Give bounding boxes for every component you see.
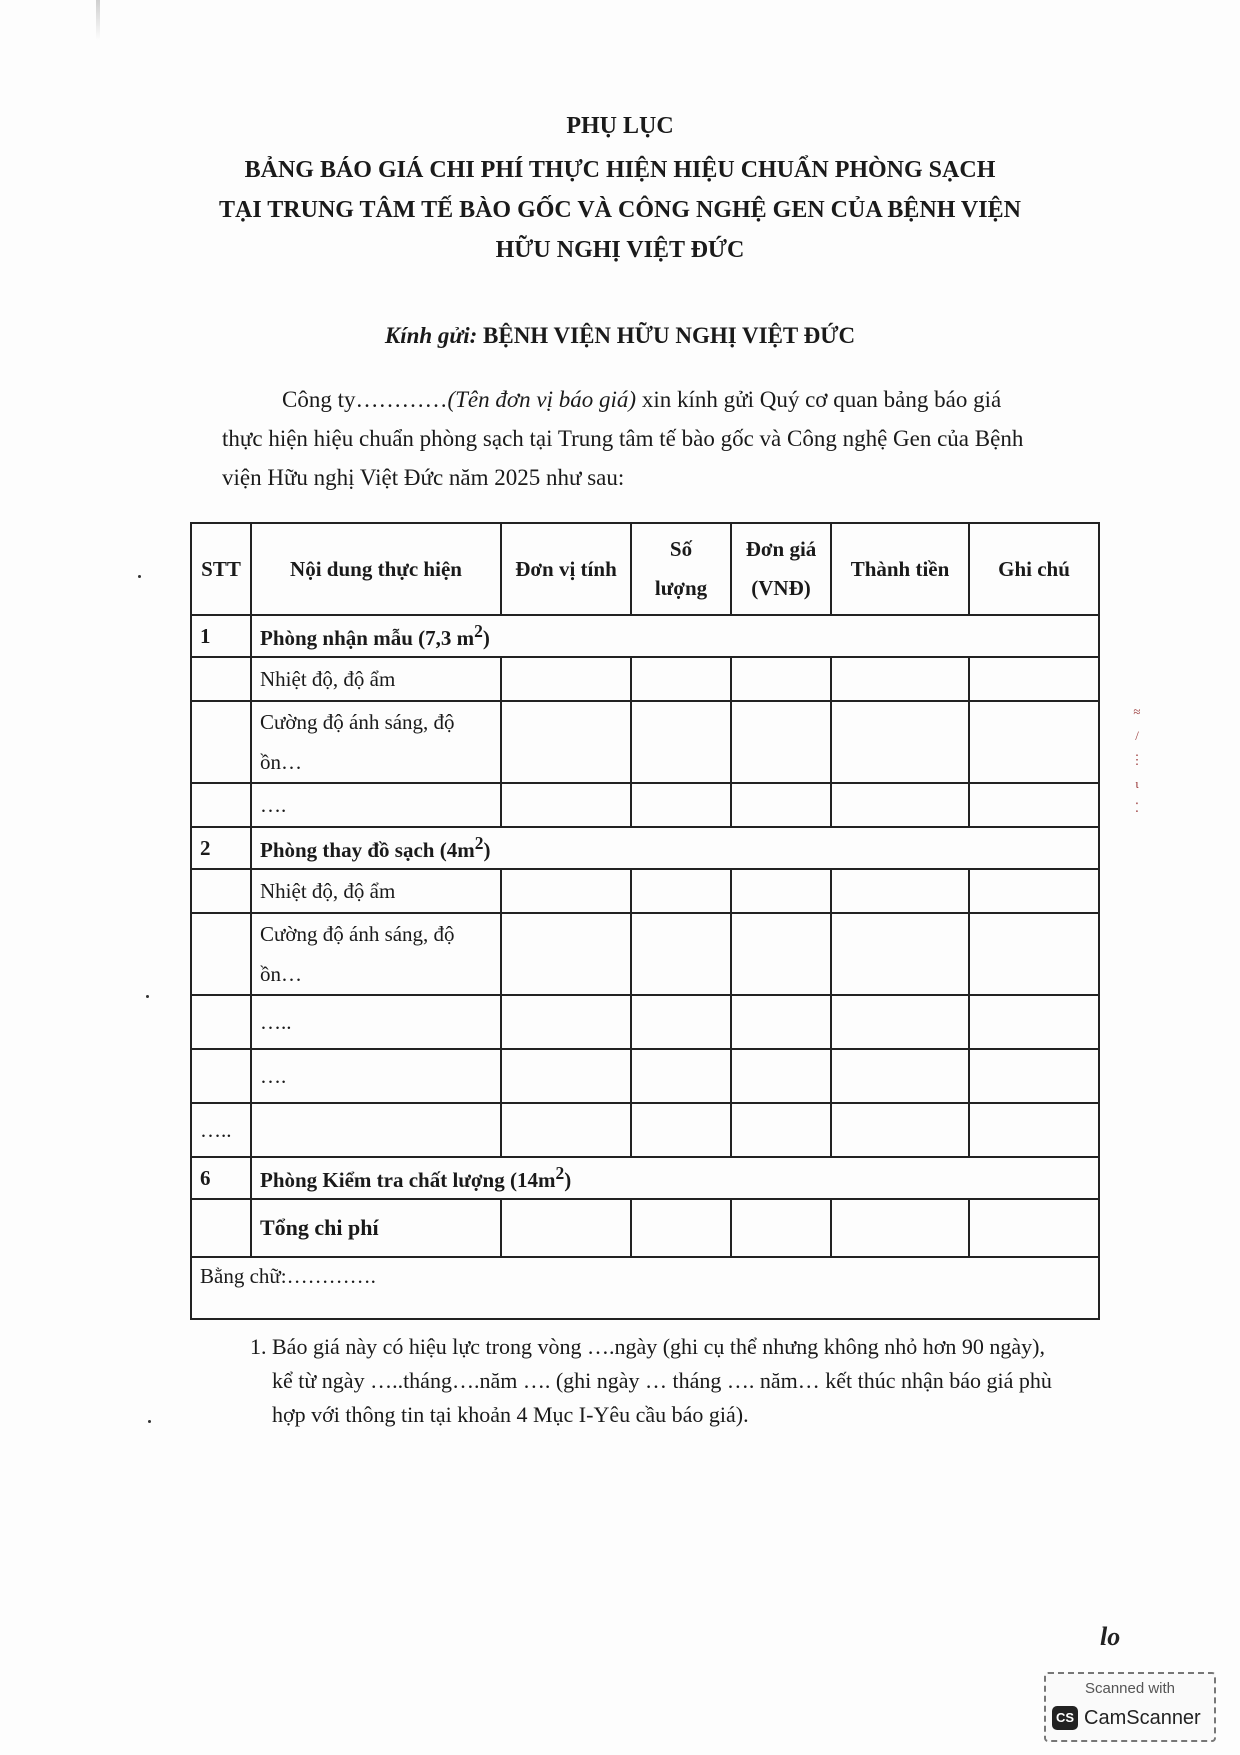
cell-unit (501, 913, 631, 995)
cell-note (969, 869, 1099, 913)
section-title-sup: 2 (555, 1163, 565, 1183)
note-item: 1. Báo giá này có hiệu lực trong vòng ….ngày (ghi cụ thể nhưng không nhỏ hơn 90 ngày), kể từ ngày …..tháng….năm …. (ghi ngày … tháng …. năm… kết thúc nhận báo giá phù hợp với thông tin tại khoản 4 Mục I-Yêu cầu báo giá). (272, 1330, 1060, 1432)
cell-content: Nhiệt độ, độ ẩm (251, 869, 501, 913)
section-title-text: Phòng Kiểm tra chất lượng (14m (260, 1168, 556, 1192)
header-quantity-line2: lượng (654, 576, 708, 600)
table-row (191, 913, 1099, 995)
intro-line-2: thực hiện hiệu chuẩn phòng sạch tại Trung tâm tế bào gốc và Công nghệ Gen của Bệnh (222, 426, 1024, 451)
table-header-row (191, 523, 1099, 615)
in-words: Bằng chữ:…………. (191, 1257, 1099, 1319)
header-unit: Đơn vị tính (501, 523, 631, 615)
intro-placeholder: (Tên đơn vị báo giá) (447, 387, 637, 412)
camscanner-watermark (1044, 1672, 1216, 1742)
cell-note (969, 701, 1099, 783)
cell-stt (191, 783, 251, 827)
cell-unit (501, 869, 631, 913)
header-stt: STT (191, 523, 251, 615)
cell-content: Cường độ ánh sáng, độ ồn… (251, 701, 501, 783)
camscanner-logo-icon: CS (1052, 1706, 1078, 1730)
cell-amount (831, 995, 969, 1049)
table-row (191, 701, 1099, 783)
cell-content: Cường độ ánh sáng, độ ồn… (251, 913, 501, 995)
cell-qty (631, 869, 731, 913)
cell-price (731, 913, 831, 995)
intro-line-1 (222, 380, 1042, 419)
cell-note (969, 995, 1099, 1049)
title-appendix: PHỤ LỤC (566, 113, 674, 139)
cell-stt (191, 869, 251, 913)
cell-qty (631, 657, 731, 701)
cell-stt (191, 701, 251, 783)
cell-stt (191, 1199, 251, 1257)
cell-content (251, 1103, 501, 1157)
header-quantity-line1: Số (669, 537, 693, 561)
section-row (191, 615, 1099, 657)
cell-amount (831, 913, 969, 995)
header-quantity (631, 523, 731, 615)
header-price-line2: (VNĐ) (751, 576, 811, 600)
section-row (191, 827, 1099, 869)
cell-note (969, 1049, 1099, 1103)
cell-unit (501, 1199, 631, 1257)
cell-qty (631, 1103, 731, 1157)
intro-line-1-rest: xin kính gửi Quý cơ quan bảng báo giá (636, 387, 1002, 412)
section-title-close: ) (564, 1168, 572, 1192)
header-amount: Thành tiền (831, 523, 969, 615)
cell-amount (831, 869, 969, 913)
table-row (191, 783, 1099, 827)
intro-line-3: viện Hữu nghị Việt Đức năm 2025 như sau: (222, 465, 625, 490)
title-line-3: TẠI TRUNG TÂM TẾ BÀO GỐC VÀ CÔNG NGHỆ GEN CỦA BỆNH VIỆN (219, 197, 1021, 223)
cell-note (969, 1103, 1099, 1157)
section-title-sup: 2 (474, 621, 483, 641)
header-note: Ghi chú (969, 523, 1099, 615)
camscanner-name: CamScanner (1084, 1707, 1201, 1729)
section-stt: 6 (191, 1157, 251, 1199)
cell-content: …. (251, 1049, 501, 1103)
section-stt: 2 (191, 827, 251, 869)
cell-amount (831, 1103, 969, 1157)
table-row (191, 869, 1099, 913)
table-row (191, 995, 1099, 1049)
section-row (191, 1157, 1099, 1199)
scan-speck (146, 995, 149, 998)
section-title-text: Phòng thay đồ sạch (4m (260, 838, 475, 862)
cell-qty (631, 701, 731, 783)
cell-note (969, 783, 1099, 827)
cell-stt (191, 657, 251, 701)
table-row (191, 657, 1099, 701)
cell-amount (831, 657, 969, 701)
cell-amount (831, 1199, 969, 1257)
cell-qty (631, 1049, 731, 1103)
cell-amount (831, 701, 969, 783)
cell-price (731, 1049, 831, 1103)
title-line-2: BẢNG BÁO GIÁ CHI PHÍ THỰC HIỆN HIỆU CHUẨN PHÒNG SẠCH (244, 157, 996, 183)
cell-stt (191, 1049, 251, 1103)
scan-speck (138, 575, 141, 578)
cell-qty (631, 995, 731, 1049)
cell-price (731, 1103, 831, 1157)
cell-note (969, 657, 1099, 701)
cell-note (969, 1199, 1099, 1257)
table-row (191, 1049, 1099, 1103)
cell-qty (631, 913, 731, 995)
cell-qty (631, 783, 731, 827)
header-unit-price (731, 523, 831, 615)
header-price-line1: Đơn giá (745, 537, 817, 561)
cell-price (731, 995, 831, 1049)
total-row (191, 1199, 1099, 1257)
cell-content: …. (251, 783, 501, 827)
cell-content: ….. (251, 995, 501, 1049)
cell-stt (191, 995, 251, 1049)
section-title-close: ) (482, 626, 490, 650)
header-content: Nội dung thực hiện (251, 523, 501, 615)
margin-marks: ≈ / ⋮ ɩ ⁚ (1130, 704, 1144, 815)
section-title-text: Phòng nhận mẫu (7,3 m (260, 626, 475, 650)
cell-price (731, 869, 831, 913)
in-words-row (191, 1257, 1099, 1319)
cell-unit (501, 783, 631, 827)
cell-stt (191, 913, 251, 995)
cell-price (731, 657, 831, 701)
cell-stt: ….. (191, 1103, 251, 1157)
cell-unit (501, 1103, 631, 1157)
cell-unit (501, 701, 631, 783)
section-title (251, 615, 1099, 657)
cell-unit (501, 995, 631, 1049)
recipient-label: Kính gửi: (384, 323, 478, 348)
section-stt: 1 (191, 615, 251, 657)
intro-company: Công ty………… (282, 387, 448, 412)
section-title (251, 827, 1099, 869)
table-row (191, 1103, 1099, 1157)
title-line-4: HỮU NGHỊ VIỆT ĐỨC (495, 237, 745, 263)
quotation-table (190, 522, 1100, 1320)
section-title-sup: 2 (474, 833, 484, 853)
cell-price (731, 783, 831, 827)
cell-content: Nhiệt độ, độ ẩm (251, 657, 501, 701)
recipient-line (0, 323, 1240, 349)
scan-edge (96, 0, 100, 40)
scan-speck (148, 1420, 151, 1423)
recipient-name: BỆNH VIỆN HỮU NGHỊ VIỆT ĐỨC (483, 323, 856, 348)
notes-section (240, 1330, 1060, 1432)
cell-price (731, 1199, 831, 1257)
section-title-close: ) (483, 838, 491, 862)
cell-amount (831, 1049, 969, 1103)
cell-qty (631, 1199, 731, 1257)
total-label: Tổng chi phí (251, 1199, 501, 1257)
intro-paragraph (222, 380, 1042, 497)
cell-unit (501, 1049, 631, 1103)
scanned-with-text: Scanned with (1084, 1680, 1176, 1697)
signature-initials: lo (1100, 1622, 1121, 1651)
cell-amount (831, 783, 969, 827)
cell-unit (501, 657, 631, 701)
cell-note (969, 913, 1099, 995)
cell-price (731, 701, 831, 783)
section-title (251, 1157, 1099, 1199)
